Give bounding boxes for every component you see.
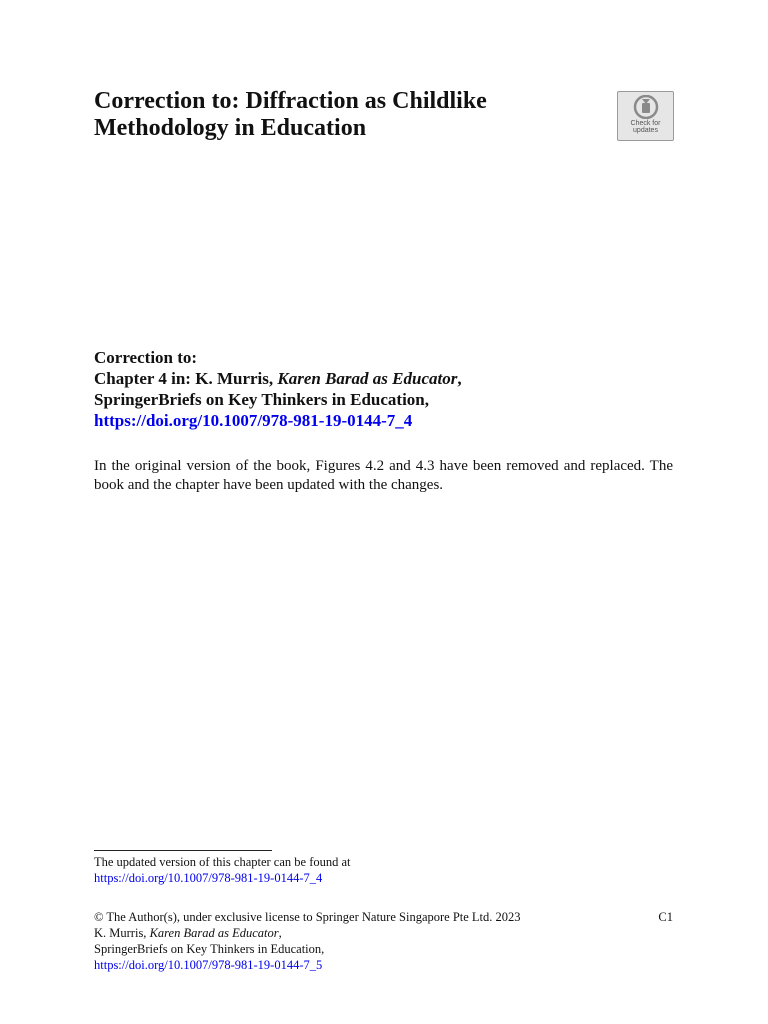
copyright-author-prefix: K. Murris,: [94, 926, 150, 940]
badge-label-line-2: updates: [633, 127, 658, 134]
copyright-author-suffix: ,: [278, 926, 282, 940]
correction-series: SpringerBriefs on Key Thinkers in Education,: [94, 390, 430, 409]
page-title: [94, 88, 594, 142]
footnote-text: The updated version of this chapter can be found at: [94, 855, 351, 869]
badge-label-line-1: Check for: [630, 120, 661, 127]
footnote-divider: [94, 850, 272, 851]
copyright-book-title: Karen Barad as Educator: [149, 926, 279, 940]
correction-chapter-line: [94, 368, 694, 389]
copyright-series: SpringerBriefs on Key Thinkers in Education,: [94, 942, 325, 956]
footnote: [94, 854, 673, 886]
copyright-author-line: [94, 925, 673, 941]
correction-heading: Correction to:: [94, 348, 198, 367]
check-for-updates-badge[interactable]: [617, 91, 674, 141]
title-line-2: Methodology in Education: [94, 115, 367, 141]
page-number: C1: [658, 910, 673, 924]
check-for-updates-icon: [631, 95, 661, 119]
footnote-doi-link[interactable]: https://doi.org/10.1007/978-981-19-0144-7_4: [94, 871, 323, 885]
copyright-block: [94, 909, 673, 973]
chapter-suffix: ,: [457, 369, 462, 388]
copyright-notice: © The Author(s), under exclusive license to Springer Nature Singapore Pte Ltd. 2023: [94, 910, 521, 924]
correction-block: [94, 347, 694, 431]
correction-doi-link[interactable]: https://doi.org/10.1007/978-981-19-0144-7_4: [94, 411, 413, 430]
copyright-doi-link[interactable]: https://doi.org/10.1007/978-981-19-0144-7_5: [94, 958, 323, 972]
body-paragraph: In the original version of the book, Figures 4.2 and 4.3 have been removed and replaced. The book and the chapter have been updated with the changes.: [94, 458, 673, 493]
chapter-prefix: Chapter 4 in: K. Murris,: [94, 369, 278, 388]
book-title: Karen Barad as Educator: [277, 369, 458, 388]
title-line-1: Correction to: Diffraction as Childlike: [94, 88, 487, 114]
